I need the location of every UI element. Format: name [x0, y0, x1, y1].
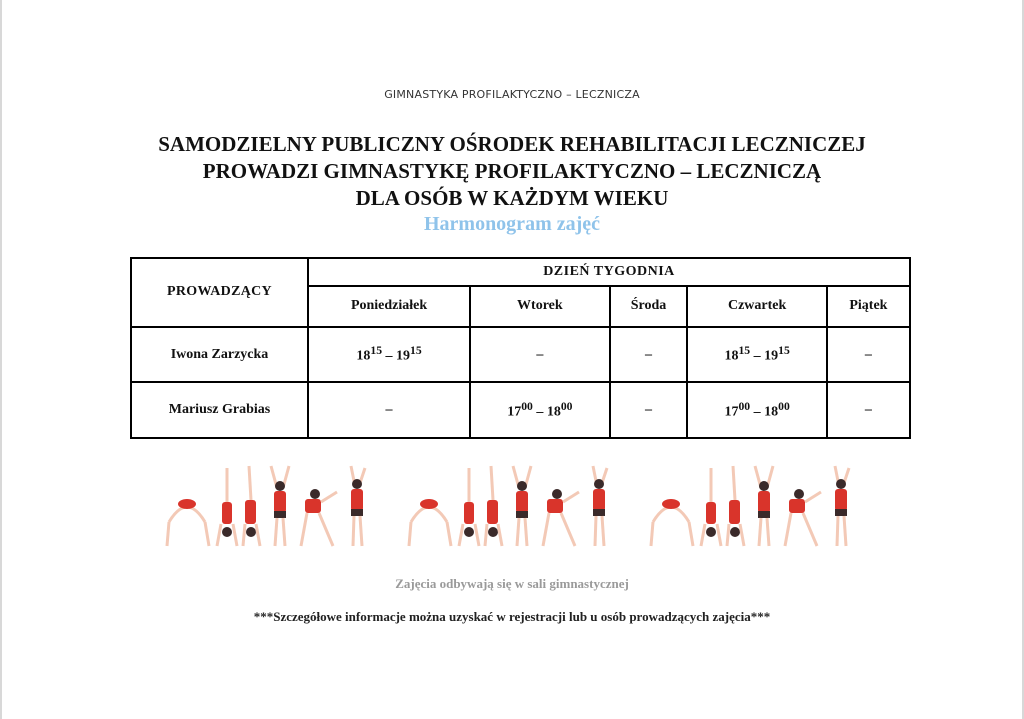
- column-header-weekday-group: DZIEŃ TYGODNIA: [308, 258, 910, 286]
- column-header-monday: Poniedziałek: [308, 286, 470, 327]
- title-line-2: PROWADZI GIMNASTYKĘ PROFILAKTYCZNO – LECZNICZĄ: [202, 159, 822, 183]
- schedule-table: [130, 257, 911, 439]
- gymnast-figure: [271, 466, 289, 546]
- table-row: [131, 327, 910, 383]
- time-cell: $17^{00} - 18^{00}$: [470, 382, 609, 438]
- info-note: ***Szczegółowe informacje można uzyskać w rejestracji lub u osób prowadzących zajęcia***: [253, 609, 771, 624]
- gymnast-figure: [513, 466, 531, 546]
- gymnast-figures-svg: [165, 462, 865, 550]
- gymnast-figure: [755, 466, 773, 546]
- gymnast-figure: [351, 466, 365, 546]
- instructor-name: Iwona Zarzycka: [131, 327, 308, 383]
- table-row: [131, 382, 910, 438]
- gymnast-figure: [459, 468, 479, 546]
- gymnast-group-1: [167, 466, 365, 546]
- gymnast-figure: [701, 468, 721, 546]
- time-cell: $18^{15} - 19^{15}$: [687, 327, 826, 383]
- empty-cell: –: [610, 327, 688, 383]
- instructor-name: Mariusz Grabias: [131, 382, 308, 438]
- empty-cell: –: [470, 327, 609, 383]
- header-small-title: GIMNASTYKA PROFILAKTYCZNO – LECZNICZA: [384, 88, 640, 101]
- empty-cell: –: [827, 327, 910, 383]
- venue-note: Zajęcia odbywają się w sali gimnastycznej: [395, 576, 629, 591]
- gymnast-figure: [785, 489, 821, 546]
- title-line-3: DLA OSÓB W KAŻDYM WIEKU: [355, 186, 669, 210]
- gymnast-group-3: [651, 466, 849, 546]
- gymnast-poses-illustration: [165, 462, 865, 550]
- gymnast-figure: [651, 499, 693, 546]
- column-header-friday: Piątek: [827, 286, 910, 327]
- gymnast-figure: [167, 499, 209, 546]
- column-header-tuesday: Wtorek: [470, 286, 609, 327]
- time-cell: $17^{00} - 18^{00}$: [687, 382, 826, 438]
- gymnast-figure: [727, 466, 744, 546]
- gymnast-figure: [243, 466, 260, 546]
- title-line-1: SAMODZIELNY PUBLICZNY OŚRODEK REHABILITACJI LECZNICZEJ: [158, 132, 866, 156]
- gymnast-figure: [485, 466, 502, 546]
- gymnast-figure: [543, 489, 579, 546]
- empty-cell: –: [610, 382, 688, 438]
- gymnast-figure: [301, 489, 337, 546]
- gymnast-figure: [593, 466, 607, 546]
- time-cell: $18^{15} - 19^{15}$: [308, 327, 470, 383]
- empty-cell: –: [308, 382, 470, 438]
- empty-cell: –: [827, 382, 910, 438]
- gymnast-figure: [835, 466, 849, 546]
- column-header-wednesday: Środa: [610, 286, 688, 327]
- gymnast-figure: [409, 499, 451, 546]
- column-header-instructor: PROWADZĄCY: [131, 258, 308, 327]
- page-title: [0, 131, 1024, 212]
- gymnast-figure: [217, 468, 237, 546]
- schedule-subtitle: Harmonogram zajęć: [423, 213, 601, 235]
- gymnast-group-2: [409, 466, 607, 546]
- column-header-thursday: Czwartek: [687, 286, 826, 327]
